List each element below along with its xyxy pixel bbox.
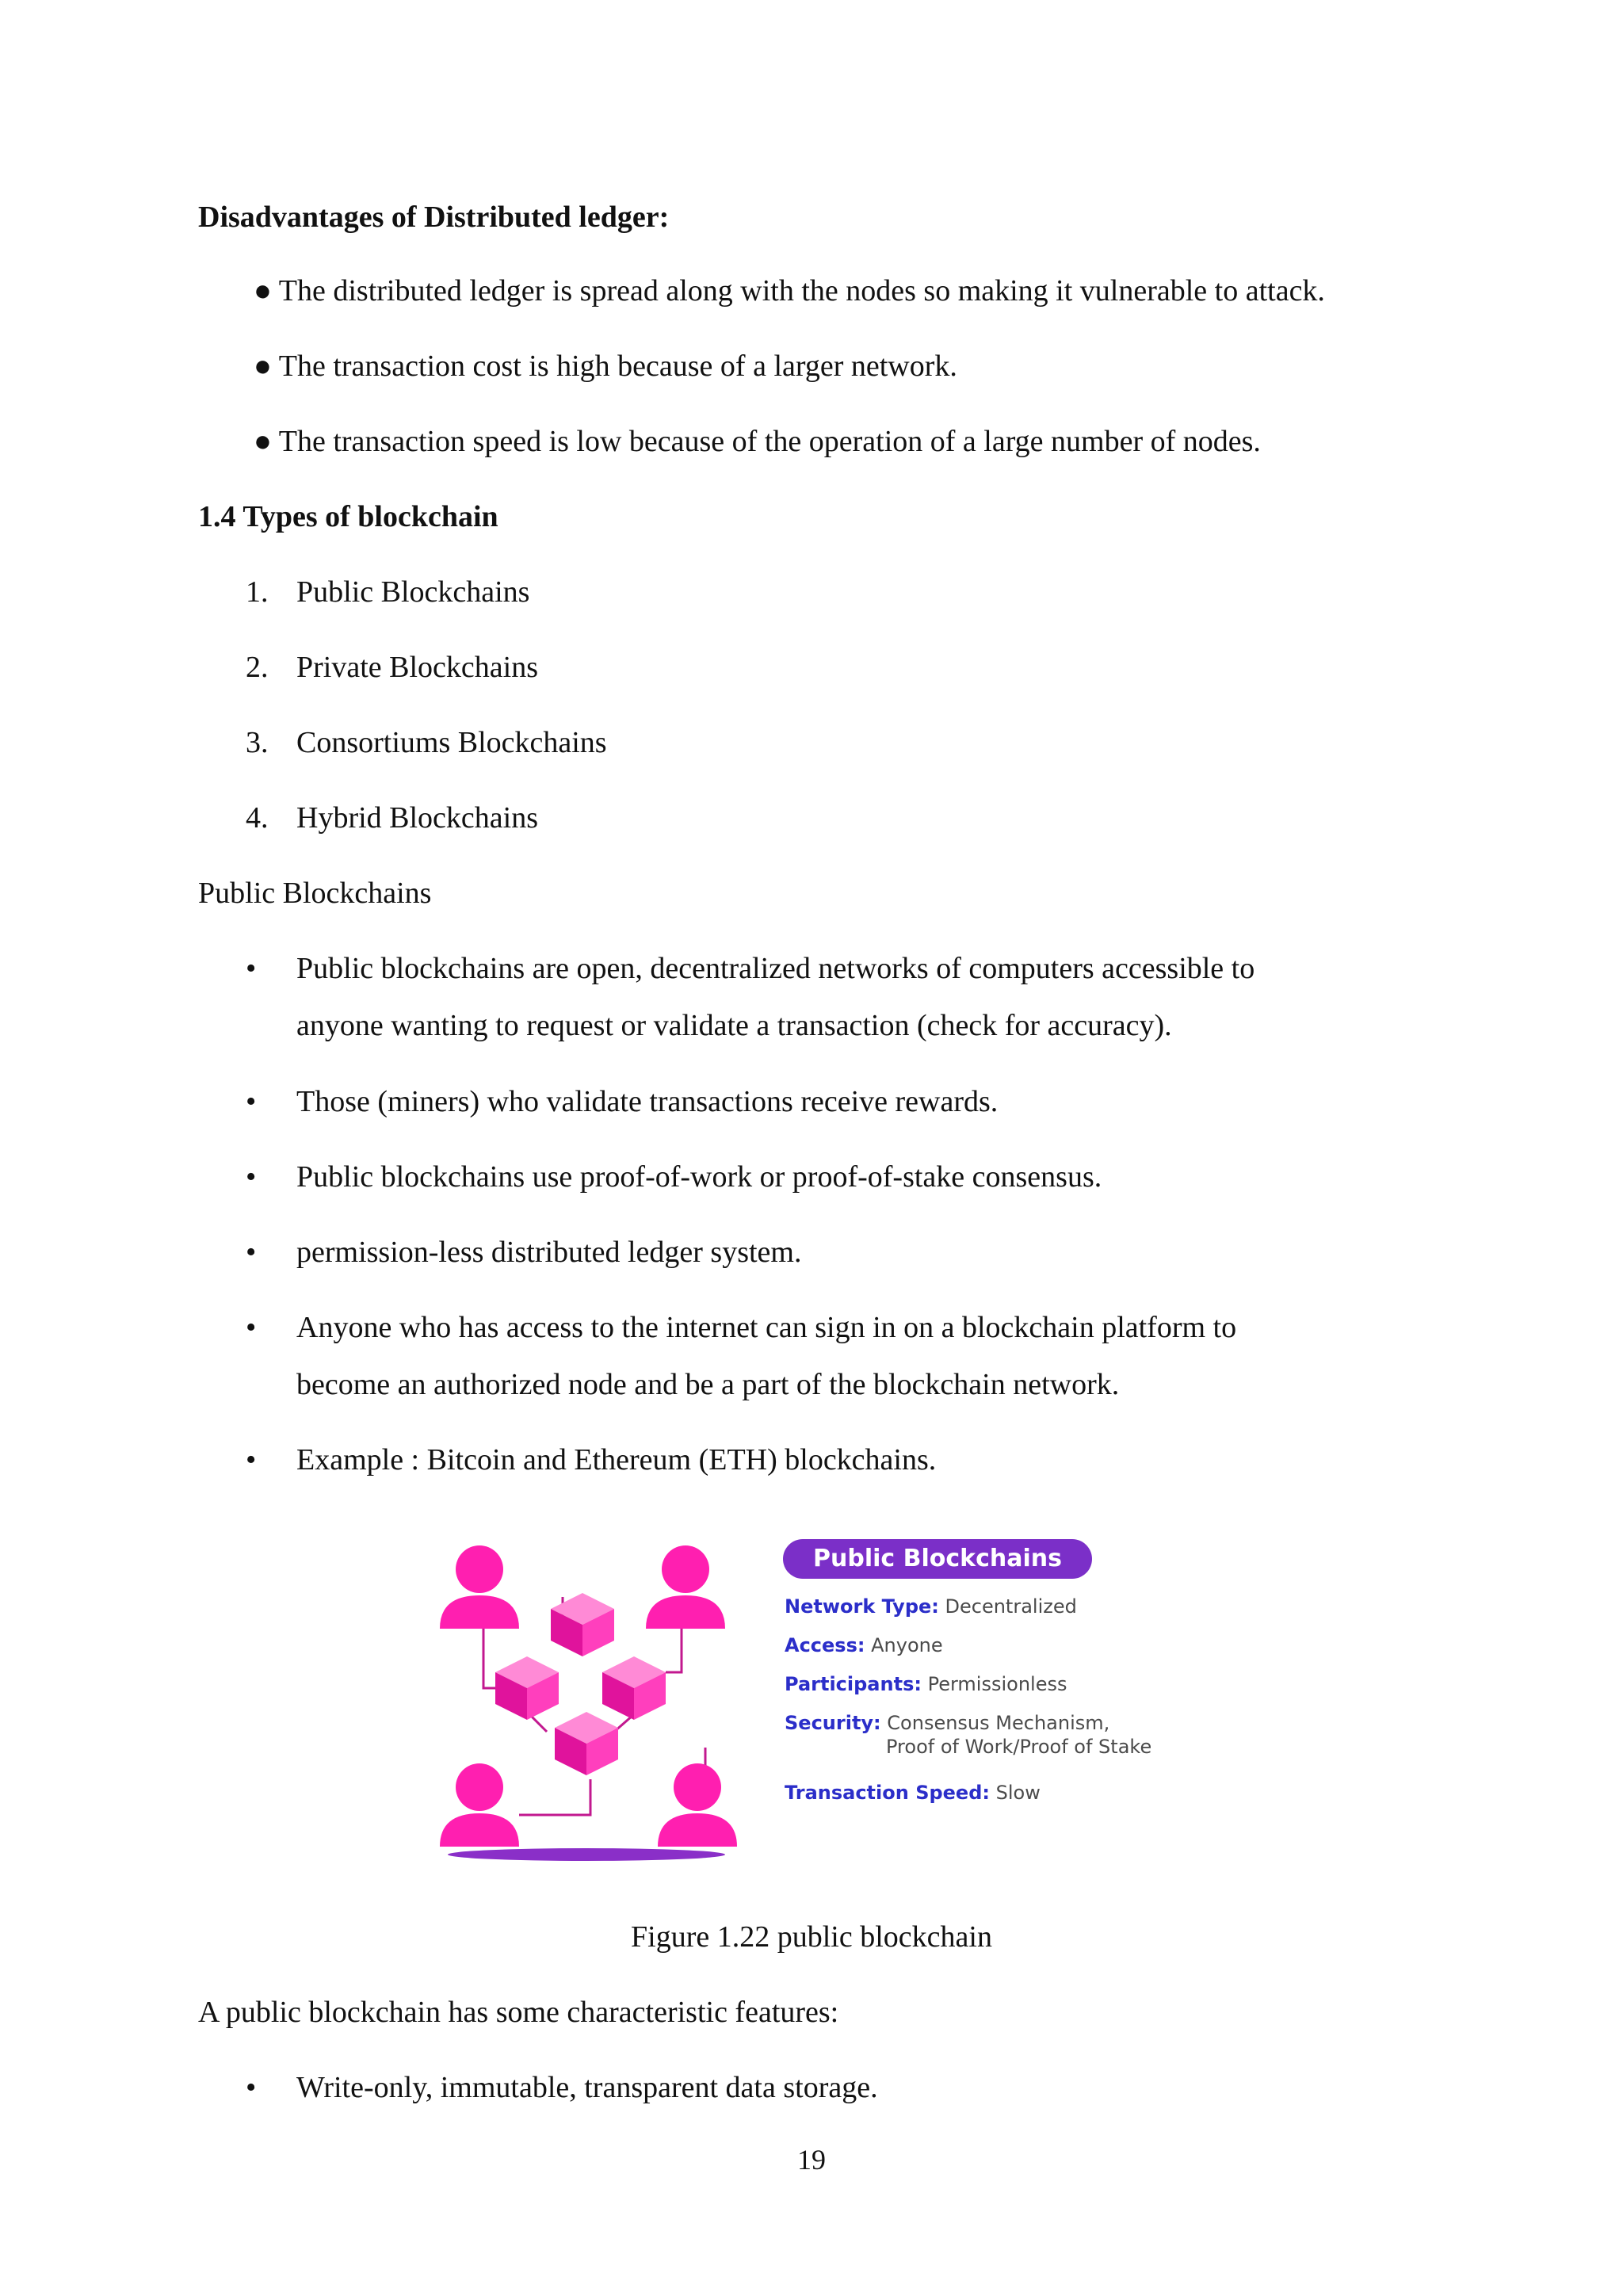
bullet-text-line: Public blockchains are open, decentralized networks of computers accessible to — [296, 952, 1255, 985]
public-bullet-item — [246, 949, 1453, 1045]
public-bullet-item — [246, 1083, 1453, 1121]
list-text: Private Blockchains — [296, 651, 538, 684]
disadvantages-heading: Disadvantages of Distributed ledger: — [198, 201, 670, 234]
types-heading: 1.4 Types of blockchain — [198, 500, 498, 533]
info-value: Decentralized — [945, 1595, 1077, 1618]
info-value: Slow — [995, 1782, 1041, 1804]
disadvantage-item: ● The transaction cost is high because of a larger network. — [254, 350, 957, 383]
features-intro: A public blockchain has some characteristic features: — [198, 1996, 839, 2029]
figure-info-row — [785, 1672, 1067, 1696]
list-number: 2. — [246, 651, 269, 684]
bullet-text-line: permission-less distributed ledger system. — [296, 1236, 802, 1269]
list-number: 1. — [246, 575, 269, 609]
type-list-item — [246, 648, 538, 686]
base-shadow — [448, 1848, 725, 1861]
info-label: Transaction Speed: — [785, 1782, 990, 1804]
list-text: Hybrid Blockchains — [296, 801, 539, 835]
figure-title-badge: Public Blockchains — [783, 1539, 1092, 1579]
bullet-text-line: Write-only, immutable, transparent data storage. — [296, 2071, 878, 2104]
block-cube-icon — [495, 1656, 559, 1720]
disadvantage-item: ● The distributed ledger is spread along with the nodes so making it vulnerable to attack. — [254, 274, 1325, 308]
info-label: Access: — [785, 1634, 865, 1656]
type-list-item — [246, 573, 529, 611]
bullet-mark: • — [246, 952, 257, 985]
public-bullet-item — [246, 1158, 1453, 1196]
network-graphic — [436, 1526, 769, 1874]
type-list-item — [246, 799, 538, 837]
person-icon-bottom-left — [440, 1763, 519, 1847]
bullet-text-line: Anyone who has access to the internet can sign in on a blockchain platform to — [296, 1311, 1237, 1344]
list-number: 3. — [246, 726, 269, 759]
info-value: Permissionless — [927, 1673, 1067, 1695]
block-cube-icon — [551, 1593, 614, 1656]
bullet-text-line: become an authorized node and be a part of the blockchain network. — [296, 1368, 1120, 1401]
bullet-mark: • — [246, 1443, 257, 1477]
bullet-text-line: Public blockchains use proof-of-work or proof-of-stake consensus. — [296, 1160, 1102, 1194]
figure-caption: Figure 1.22 public blockchain — [631, 1920, 992, 1954]
person-icon-top-left — [440, 1545, 519, 1629]
info-value: Proof of Work/Proof of Stake — [886, 1736, 1152, 1758]
type-list-item — [246, 724, 607, 762]
person-icon-top-right — [646, 1545, 725, 1629]
figure-info-row — [785, 1781, 1041, 1805]
info-value: Anyone — [871, 1634, 943, 1656]
feature-bullet-item — [246, 2069, 1453, 2107]
info-label: Participants: — [785, 1673, 922, 1695]
list-number: 4. — [246, 801, 269, 835]
public-bullet-item — [246, 1441, 1453, 1479]
block-cube-icon — [602, 1656, 666, 1720]
public-blockchain-figure — [436, 1526, 1181, 1874]
block-cube-icon — [555, 1712, 618, 1775]
disadvantage-item: ● The transaction speed is low because of the operation of a large number of nodes. — [254, 425, 1261, 458]
person-icon-bottom-right — [658, 1763, 737, 1847]
list-text: Consortiums Blockchains — [296, 726, 607, 759]
page-number: 19 — [797, 2144, 826, 2176]
connector-line — [519, 1779, 590, 1815]
figure-info-row — [785, 1595, 1077, 1618]
figure-info-row — [785, 1633, 943, 1657]
figure-info-row — [785, 1711, 1151, 1759]
bullet-text-line: Example : Bitcoin and Ethereum (ETH) blockchains. — [296, 1443, 937, 1477]
public-bullet-item — [246, 1308, 1453, 1404]
info-label: Network Type: — [785, 1595, 939, 1618]
list-text: Public Blockchains — [296, 575, 530, 609]
bullet-mark: • — [246, 2071, 257, 2104]
bullet-mark: • — [246, 1085, 257, 1118]
bullet-text-line: anyone wanting to request or validate a transaction (check for accuracy). — [296, 1009, 1172, 1042]
bullet-mark: • — [246, 1311, 257, 1344]
public-bullet-item — [246, 1233, 1453, 1271]
public-subheading: Public Blockchains — [198, 877, 432, 910]
bullet-mark: • — [246, 1160, 257, 1194]
info-value: Consensus Mechanism, — [887, 1712, 1110, 1734]
bullet-text-line: Those (miners) who validate transactions receive rewards. — [296, 1085, 999, 1118]
bullet-mark: • — [246, 1236, 257, 1269]
info-label: Security: — [785, 1712, 881, 1734]
